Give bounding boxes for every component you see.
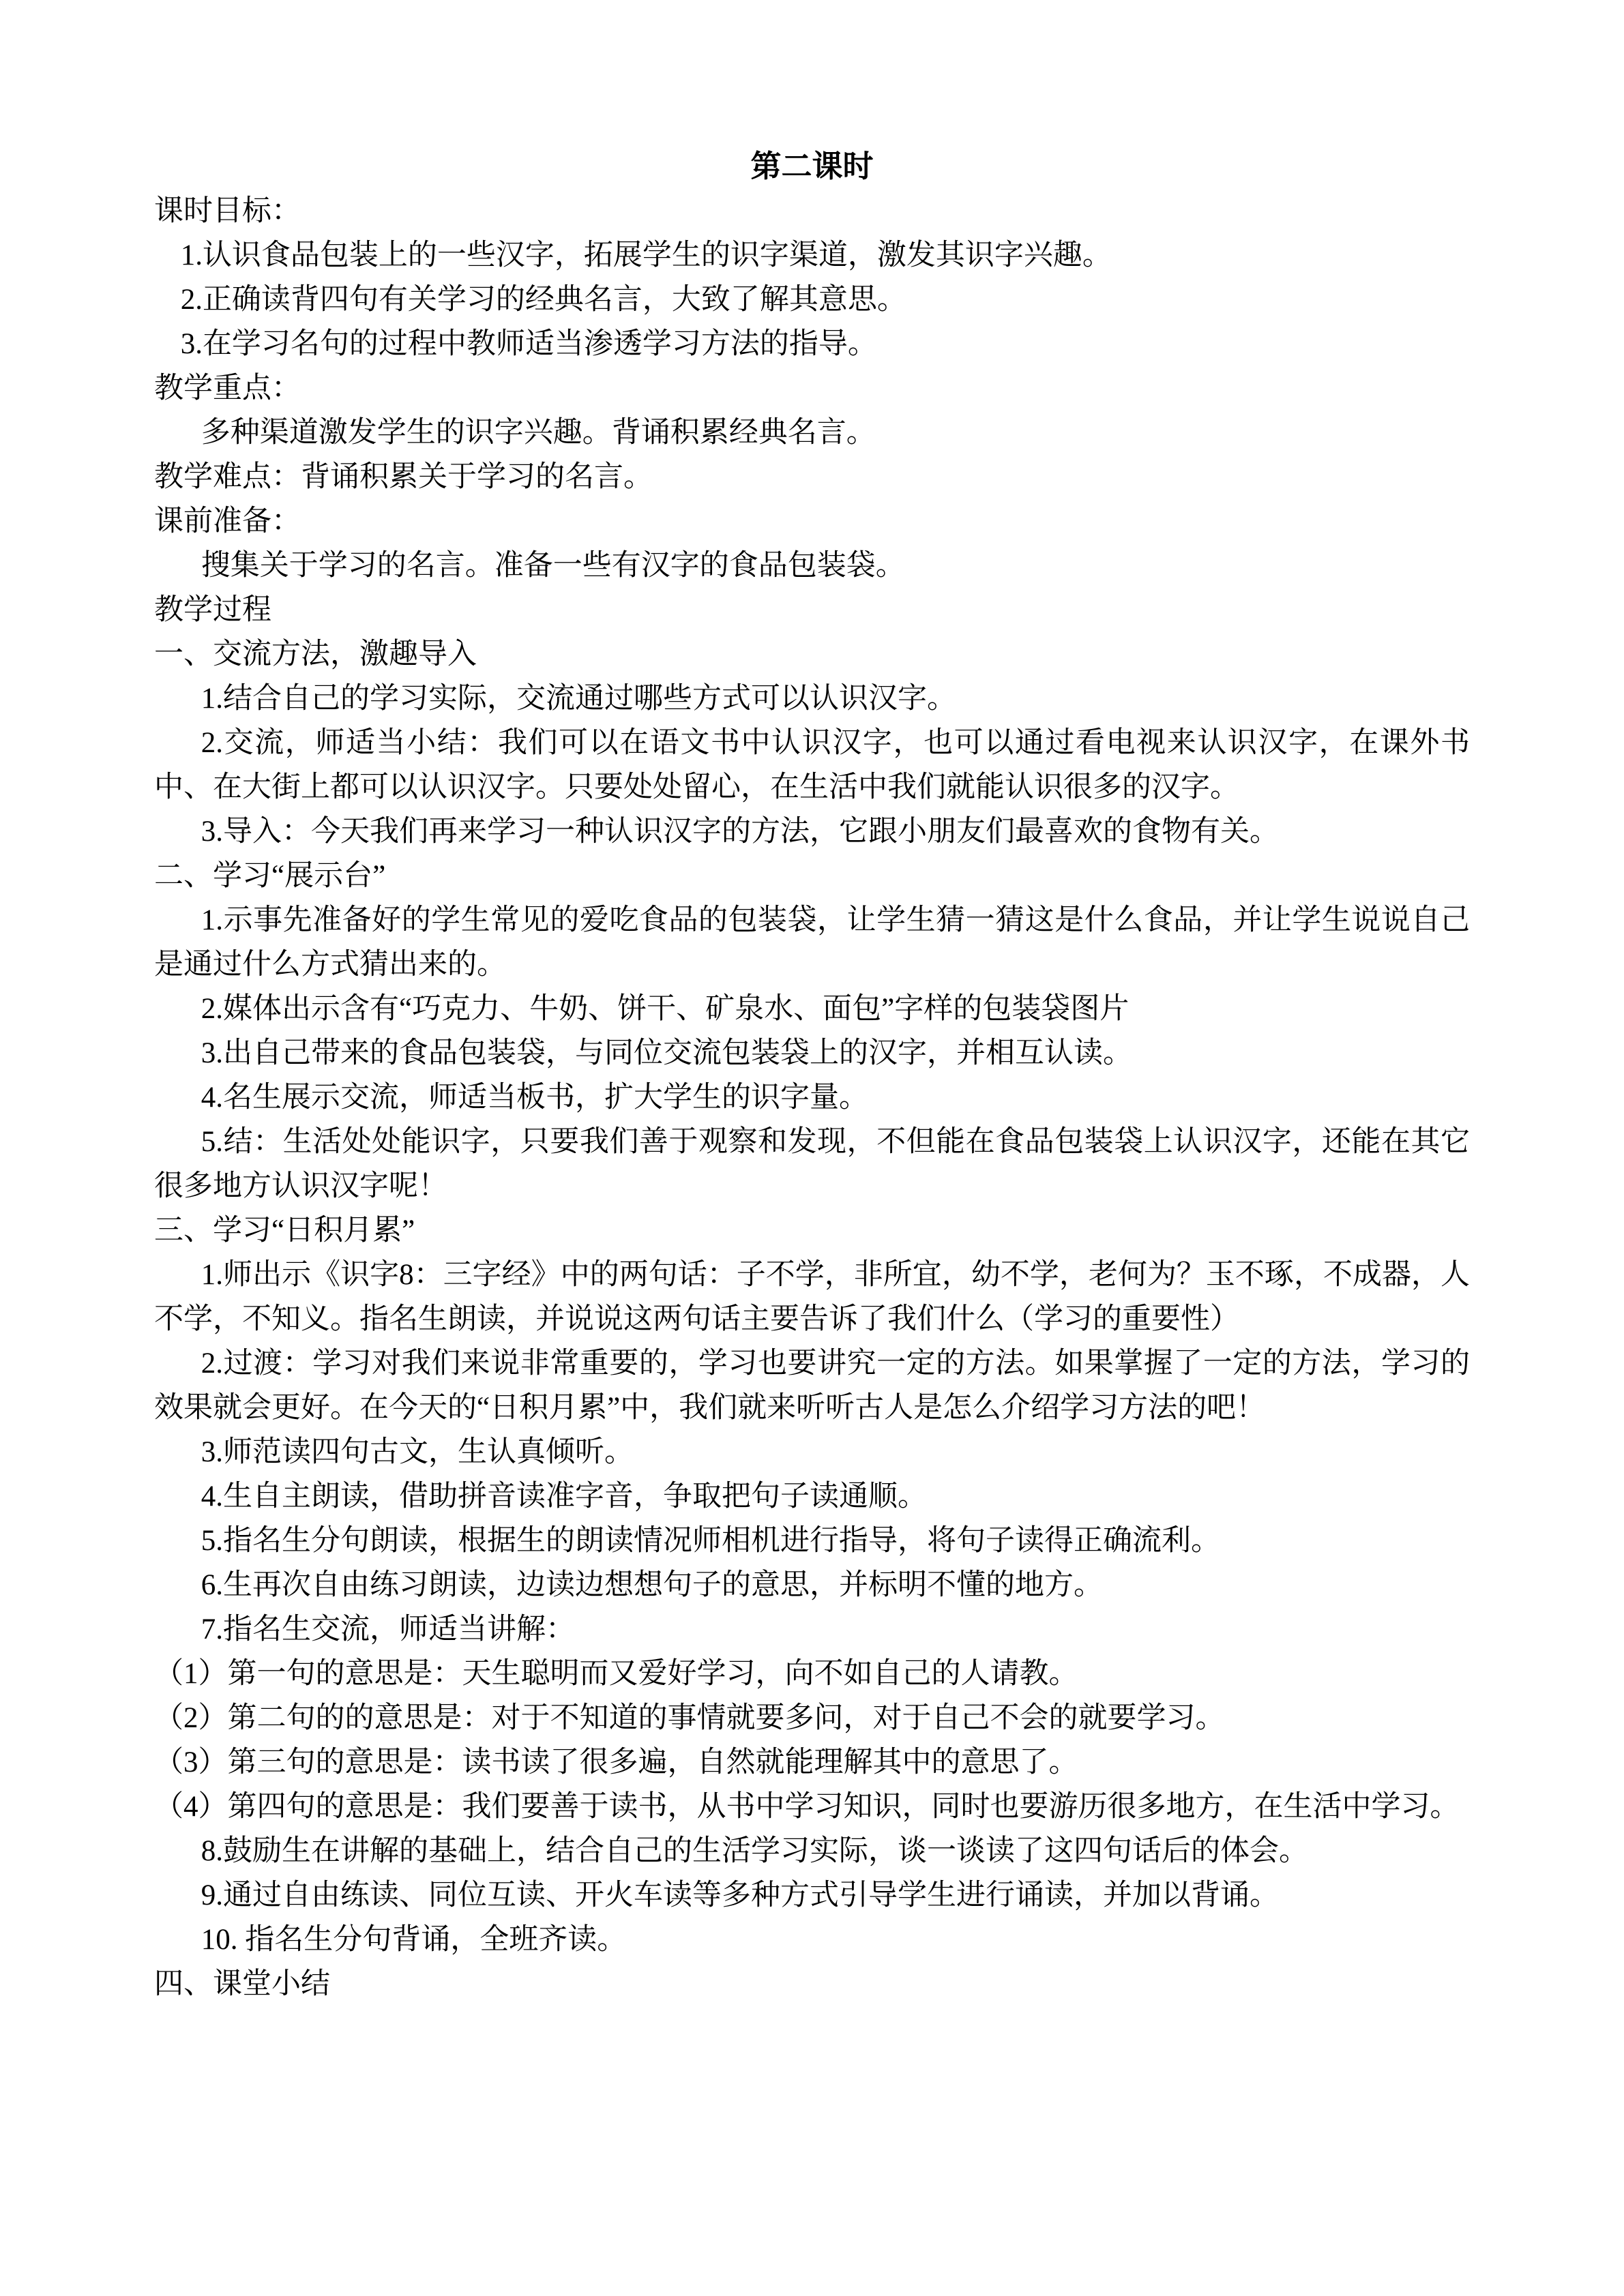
paragraph: 1.师出示《识字8：三字经》中的两句话：子不学，非所宜，幼不学，老何为？玉不琢，不成器，人不学，不知义。指名生朗读，并说说这两句话主要告诉了我们什么（学习的重要性） <box>154 1259 1470 1335</box>
paragraph: （4）第四句的意思是：我们要善于读书，从书中学习知识，同时也要游历很多地方，在生活中学习。 <box>154 1791 1460 1823</box>
paragraph: 1.认识食品包装上的一些汉字，拓展学生的识字渠道，激发其识字兴趣。 <box>180 239 1112 271</box>
paragraph: 三、学习“日积月累” <box>154 1214 415 1247</box>
paragraph: 教学过程 <box>154 594 271 626</box>
paragraph: 课前准备： <box>154 505 301 537</box>
paragraph: 四、课堂小结 <box>154 1968 330 2000</box>
paragraph: 2.正确读背四句有关学习的经典名言，大致了解其意思。 <box>180 284 906 316</box>
paragraph: 多种渠道激发学生的识字兴趣。背诵积累经典名言。 <box>201 417 876 449</box>
paragraph: 教学重点： <box>154 372 301 404</box>
paragraph: 4.名生展示交流，师适当板书，扩大学生的识字量。 <box>201 1082 869 1114</box>
paragraph: 搜集关于学习的名言。准备一些有汉字的食品包装袋。 <box>201 550 905 582</box>
paragraph: 5.结：生活处处能识字，只要我们善于观察和发现，不但能在食品包装袋上认识汉字，还能在其它很多地方认识汉字呢！ <box>154 1126 1470 1202</box>
paragraph: （3）第三句的意思是：读书读了很多遍，自然就能理解其中的意思了。 <box>154 1746 1078 1778</box>
paragraph: 9.通过自由练读、同位互读、开火车读等多种方式引导学生进行诵读，并加以背诵。 <box>201 1879 1280 1911</box>
paragraph: 课时目标： <box>154 195 301 227</box>
paragraph: 2.过渡：学习对我们来说非常重要的，学习也要讲究一定的方法。如果掌握了一定的方法，学习的效果就会更好。在今天的“日积月累”中，我们就来听听古人是怎么介绍学习方法的吧！ <box>154 1347 1470 1424</box>
paragraph: 10. 指名生分句背诵，全班齐读。 <box>201 1924 627 1956</box>
paragraph: 教学难点：背诵积累关于学习的名言。 <box>154 461 653 493</box>
paragraph: （2）第二句的的意思是：对于不知道的事情就要多问，对于自己不会的就要学习。 <box>154 1702 1225 1734</box>
paragraph: 二、学习“展示台” <box>154 860 386 892</box>
document-title: 第二课时 <box>750 149 874 183</box>
paragraph: （1）第一句的意思是：天生聪明而又爱好学习，向不如自己的人请教。 <box>154 1658 1078 1690</box>
paragraph: 8.鼓励生在讲解的基础上，结合自己的生活学习实际，谈一谈读了这四句话后的体会。 <box>201 1835 1309 1867</box>
paragraph-list <box>154 189 1470 2006</box>
paragraph: 4.生自主朗读，借助拼音读准字音，争取把句子读通顺。 <box>201 1480 928 1512</box>
paragraph: 3.师范读四句古文，生认真倾听。 <box>201 1436 634 1468</box>
paragraph: 3.导入：今天我们再来学习一种认识汉字的方法，它跟小朋友们最喜欢的食物有关。 <box>201 816 1280 848</box>
paragraph: 1.结合自己的学习实际，交流通过哪些方式可以认识汉字。 <box>201 683 957 715</box>
paragraph: 一、交流方法，激趣导入 <box>154 638 477 670</box>
paragraph: 6.生再次自由练习朗读，边读边想想句子的意思，并标明不懂的地方。 <box>201 1569 1104 1601</box>
paragraph: 3.在学习名句的过程中教师适当渗透学习方法的指导。 <box>180 328 877 360</box>
paragraph: 7.指名生交流，师适当讲解： <box>201 1613 576 1645</box>
paragraph: 2.媒体出示含有“巧克力、牛奶、饼干、矿泉水、面包”字样的包装袋图片 <box>201 993 1130 1025</box>
paragraph: 5.指名生分句朗读，根据生的朗读情况师相机进行指导，将句子读得正确流利。 <box>201 1525 1221 1557</box>
paragraph: 1.示事先准备好的学生常见的爱吃食品的包装袋，让学生猜一猜这是什么食品，并让学生说说自己是通过什么方式猜出来的。 <box>154 904 1470 981</box>
paragraph: 2.交流，师适当小结：我们可以在语文书中认识汉字，也可以通过看电视来认识汉字，在课外书中、在大街上都可以认识汉字。只要处处留心，在生活中我们就能认识很多的汉字。 <box>154 727 1470 803</box>
paragraph: 3.出自己带来的食品包装袋，与同位交流包装袋上的汉字，并相互认读。 <box>201 1037 1133 1069</box>
